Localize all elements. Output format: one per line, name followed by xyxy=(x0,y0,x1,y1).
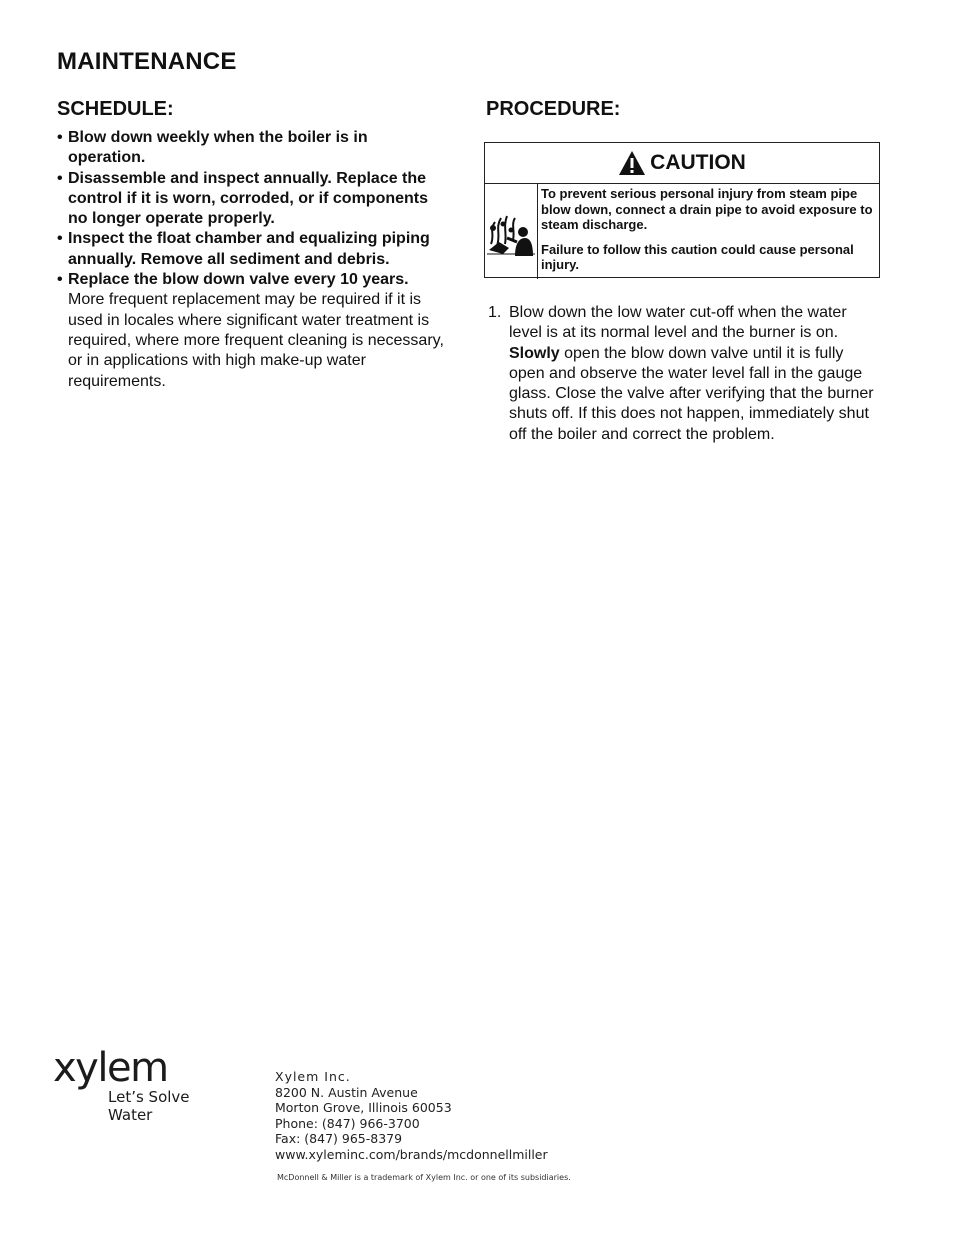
warning-triangle-icon xyxy=(618,150,646,176)
address-city: Morton Grove, Illinois 60053 xyxy=(275,1100,452,1116)
schedule-item xyxy=(57,270,447,392)
caution-label: CAUTION xyxy=(650,151,746,174)
schedule-item-text: More frequent replacement may be required if it is used in locales where significant water treatment is required, where more frequent cleaning is necessary, or in applications with high make-up water requirements. xyxy=(68,291,444,390)
xylem-logo xyxy=(53,1045,233,1124)
step-text-after: open the blow down valve until it is fully open and observe the water level fall in the gauge glass. Close the valve after verifying that the burner shuts off. If this does not happen, immediately shut off the boiler and correct the problem. xyxy=(509,344,874,443)
address-street: 8200 N. Austin Avenue xyxy=(275,1084,418,1100)
schedule-item xyxy=(57,128,447,169)
steam-hazard-icon xyxy=(485,184,538,279)
schedule-item-bold: Inspect the float chamber and equalizing piping annually. Remove all sediment and debris. xyxy=(68,230,430,268)
procedure-steps xyxy=(488,303,876,445)
schedule-list xyxy=(57,128,447,392)
caution-text xyxy=(538,184,879,279)
procedure-step xyxy=(488,303,876,445)
bullet: • xyxy=(57,169,63,187)
caution-body xyxy=(485,184,879,279)
schedule-item-bold: Blow down weekly when the boiler is in operation. xyxy=(68,129,368,167)
caution-consequence: Failure to follow this caution could cause personal injury. xyxy=(541,241,854,272)
company-name: Xylem Inc. xyxy=(275,1069,351,1084)
schedule-item xyxy=(57,229,447,270)
caution-header xyxy=(485,143,879,184)
trademark-notice: McDonnell & Miller is a trademark of Xylem Inc. or one of its subsidiaries. xyxy=(277,1173,571,1182)
fax-number: Fax: (847) 965-8379 xyxy=(275,1131,403,1147)
step-number: 1. xyxy=(488,304,502,321)
website-url: www.xyleminc.com/brands/mcdonnellmiller xyxy=(275,1146,548,1162)
schedule-item xyxy=(57,169,447,230)
procedure-heading: PROCEDURE: xyxy=(486,98,621,120)
step-text-bold: Slowly xyxy=(509,344,560,362)
step-text-before: Blow down the low water cut-off when the water level is at its normal level and the burner is on. xyxy=(509,304,847,342)
caution-box xyxy=(484,142,880,278)
bullet: • xyxy=(57,271,63,289)
phone-number: Phone: (847) 966-3700 xyxy=(275,1115,420,1131)
bullet: • xyxy=(57,129,63,146)
page-title: MAINTENANCE xyxy=(57,48,237,75)
company-address xyxy=(275,1069,548,1163)
schedule-heading: SCHEDULE: xyxy=(57,98,174,120)
logo-tagline: Let’s Solve Water xyxy=(108,1088,190,1124)
logo-word: xylem xyxy=(53,1045,168,1091)
schedule-item-bold: Replace the blow down valve every 10 years. xyxy=(68,271,409,289)
bullet: • xyxy=(57,230,63,248)
schedule-item-bold: Disassemble and inspect annually. Replace the control if it is worn, corroded, or if components no longer operate properly. xyxy=(68,169,429,228)
caution-message: To prevent serious personal injury from steam pipe blow down, connect a drain pipe to avoid exposure to steam discharge. xyxy=(541,186,873,232)
